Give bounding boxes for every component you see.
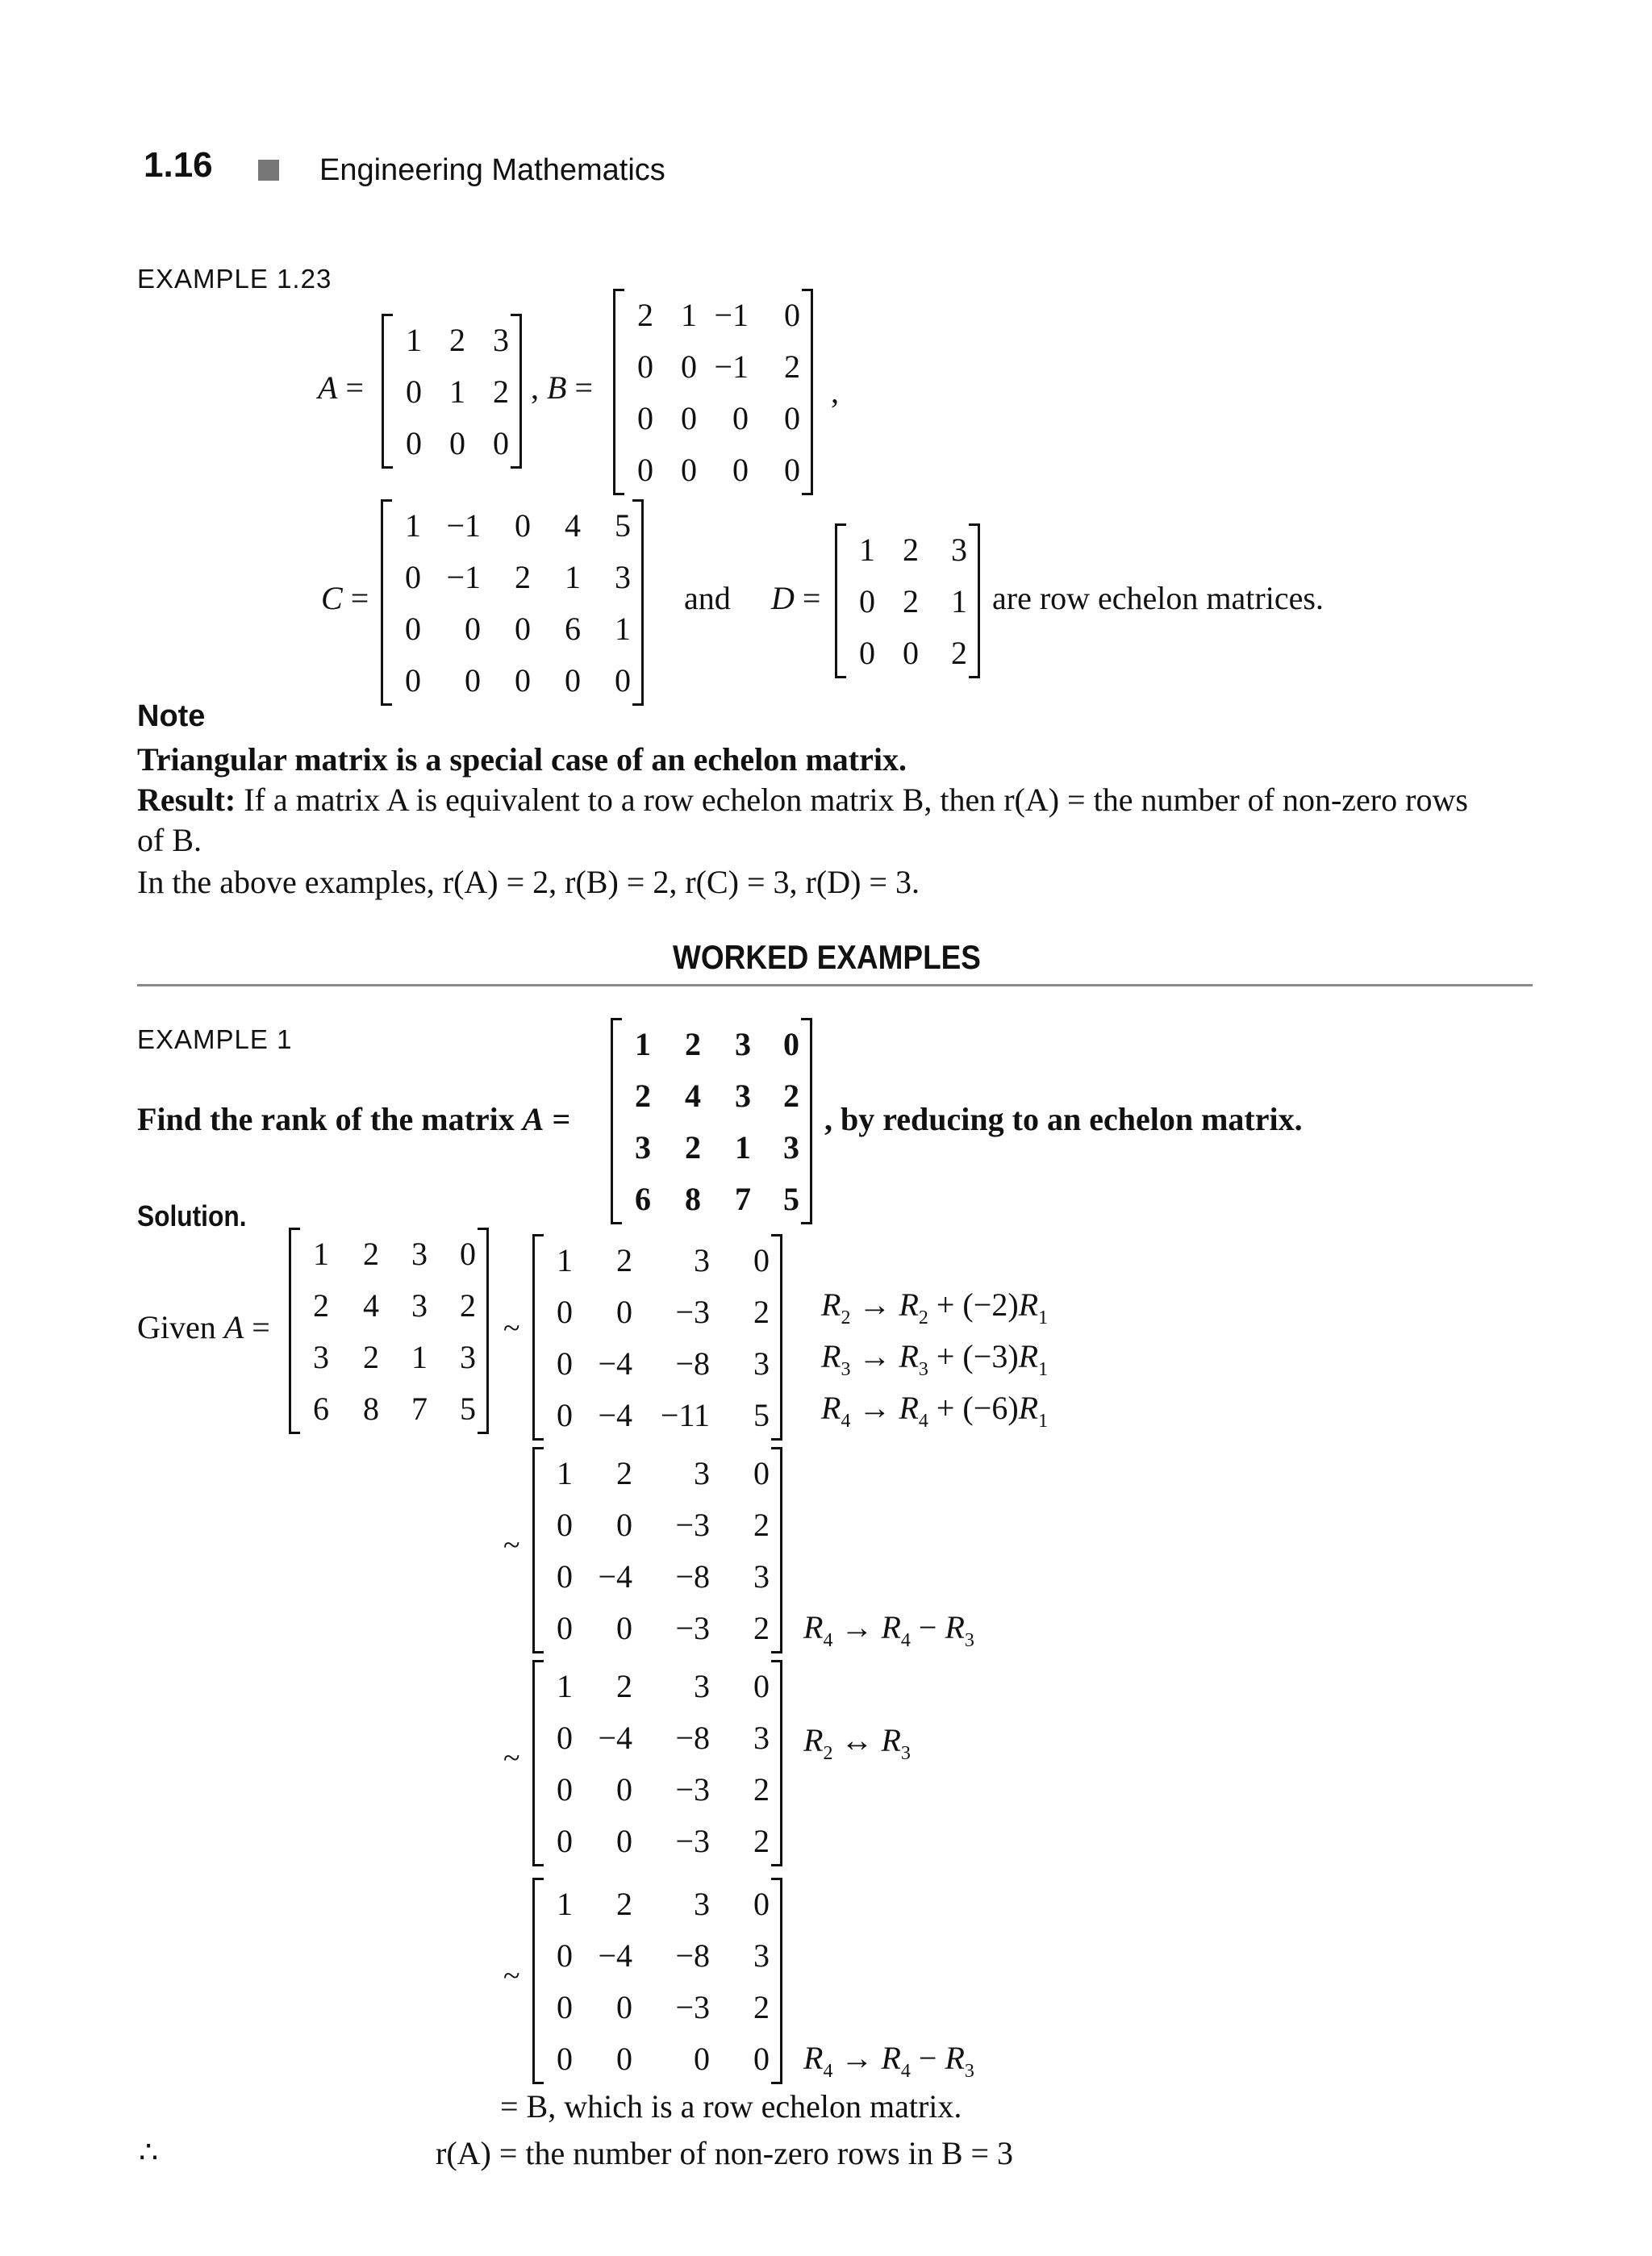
matrix-cell: 0 xyxy=(681,399,697,436)
matrix-row xyxy=(545,1712,770,1763)
matrix-row xyxy=(848,575,967,627)
matrix-row xyxy=(545,1878,770,1929)
step2-row-operation xyxy=(803,1602,974,1653)
matrix-cell: 2 xyxy=(313,1286,329,1324)
matrix-cell: 6 xyxy=(565,610,581,647)
matrix-cell: 1 xyxy=(615,610,631,647)
matrix-cell: 1 xyxy=(411,1338,428,1375)
examples-ranks-line: In the above examples, r(A) = 2, r(B) = 2, r(C) = 3, r(D) = 3. xyxy=(137,864,920,900)
matrix-cell: 8 xyxy=(363,1390,379,1427)
matrix-cell: 1 xyxy=(557,1454,573,1491)
row-operation: $R_2$ ↔ $R_3$ xyxy=(803,1722,911,1764)
matrix-cell: 2 xyxy=(449,321,465,358)
matrix-row xyxy=(545,1447,770,1499)
matrix-cell: 4 xyxy=(565,507,581,544)
step3-row-operation xyxy=(803,1715,911,1766)
matrix-cell: 2 xyxy=(753,1988,770,2025)
result-text-continued: of B. xyxy=(137,822,202,858)
question-suffix: , by reducing to an echelon matrix. xyxy=(824,1101,1303,1137)
matrix-row xyxy=(394,365,509,417)
matrix-cell: 0 xyxy=(753,1454,770,1491)
given-matrix xyxy=(289,1228,489,1434)
matrix-cell: 0 xyxy=(616,2040,632,2077)
and-word: and xyxy=(684,580,731,616)
matrix-cell: −1 xyxy=(714,348,749,385)
matrix-cell: −4 xyxy=(598,1937,632,1974)
equivalence-tilde: ~ xyxy=(503,1959,520,1993)
matrix-cell: 0 xyxy=(557,1937,573,1974)
matrix-cell: 2 xyxy=(951,634,967,671)
matrix-cell: 0 xyxy=(859,582,875,619)
step2-matrix xyxy=(532,1447,782,1653)
matrix-cell: 0 xyxy=(405,610,421,647)
matrix-cell: 0 xyxy=(615,661,631,698)
matrix-cell: 2 xyxy=(753,1822,770,1859)
matrix-cell: 0 xyxy=(557,1988,573,2025)
matrix-row xyxy=(394,499,631,551)
matrix-cell: 0 xyxy=(406,424,422,461)
matrix-b-label: , B = xyxy=(531,369,593,406)
matrix-cell: −1 xyxy=(714,296,749,333)
matrix-cell: 6 xyxy=(635,1180,651,1217)
matrix-cell: 3 xyxy=(753,1345,770,1382)
matrix-cell: 0 xyxy=(557,1558,573,1595)
matrix-cell: 0 xyxy=(753,1667,770,1704)
matrix-cell: 1 xyxy=(735,1128,751,1166)
matrix-cell: 3 xyxy=(753,1937,770,1974)
matrix-row xyxy=(848,523,967,575)
equivalence-tilde: ~ xyxy=(503,1741,520,1775)
worked-examples-heading: WORKED EXAMPLES xyxy=(673,938,981,976)
matrix-cell: 6 xyxy=(313,1390,329,1427)
matrix-cell: 0 xyxy=(565,661,581,698)
matrix-cell: 2 xyxy=(783,1077,799,1114)
matrix-row xyxy=(302,1382,476,1434)
matrix-row xyxy=(302,1279,476,1331)
matrix-cell: 1 xyxy=(557,1885,573,1922)
matrix-cell: 0 xyxy=(784,296,800,333)
matrix-cell: −4 xyxy=(598,1345,632,1382)
matrix-cell: 0 xyxy=(557,1719,573,1756)
matrix-cell: 0 xyxy=(681,451,697,488)
matrix-a xyxy=(382,314,522,469)
matrix-row xyxy=(545,1660,770,1712)
matrix-cell: 3 xyxy=(783,1128,799,1166)
matrix-cell: 0 xyxy=(616,1506,632,1543)
matrix-row xyxy=(545,1815,770,1866)
step4-row-operation xyxy=(803,2033,974,2084)
matrix-cell: 1 xyxy=(565,558,581,595)
matrix-cell: 2 xyxy=(637,296,653,333)
note-heading: Note xyxy=(137,699,206,733)
matrix-cell: 1 xyxy=(681,296,697,333)
matrix-cell: 3 xyxy=(694,1667,710,1704)
matrix-cell: 0 xyxy=(557,1609,573,1646)
matrix-cell: 2 xyxy=(616,1454,632,1491)
matrix-cell: 0 xyxy=(557,1345,573,1382)
matrix-cell: 8 xyxy=(685,1180,701,1217)
matrix-cell: 0 xyxy=(406,373,422,410)
matrix-cell: 3 xyxy=(735,1025,751,1062)
step3-matrix xyxy=(532,1660,782,1866)
matrix-row xyxy=(394,417,509,469)
matrix-cell: 3 xyxy=(735,1077,751,1114)
matrix-cell: −1 xyxy=(446,507,481,544)
matrix-cell: 1 xyxy=(951,582,967,619)
matrix-cell: 3 xyxy=(460,1338,476,1375)
matrix-cell: 0 xyxy=(616,1988,632,2025)
matrix-cell: 1 xyxy=(449,373,465,410)
matrix-row xyxy=(545,1550,770,1602)
matrix-cell: 5 xyxy=(753,1396,770,1433)
header-square-icon xyxy=(258,160,279,181)
matrix-cell: −3 xyxy=(675,1822,710,1859)
matrix-row xyxy=(302,1228,476,1279)
matrix-cell: 2 xyxy=(753,1609,770,1646)
matrix-cell: −8 xyxy=(675,1558,710,1595)
matrix-cell: 1 xyxy=(557,1667,573,1704)
matrix-cell: 1 xyxy=(406,321,422,358)
matrix-cell: 7 xyxy=(735,1180,751,1217)
matrix-b xyxy=(613,289,813,495)
matrix-cell: 0 xyxy=(784,451,800,488)
section-divider xyxy=(137,984,1533,986)
matrix-cell: 2 xyxy=(685,1128,701,1166)
row-operation: $R_3 \to R_3 + (-3)R_1$ xyxy=(821,1338,1049,1380)
matrix-cell: −3 xyxy=(675,1609,710,1646)
matrix-cell: 0 xyxy=(732,399,749,436)
matrix-cell: 0 xyxy=(557,1293,573,1330)
page-number: 1.16 xyxy=(144,145,213,185)
matrix-cell: 2 xyxy=(635,1077,651,1114)
matrix-row xyxy=(545,2033,770,2084)
matrix-cell: 1 xyxy=(635,1025,651,1062)
matrix-cell: 0 xyxy=(903,634,919,671)
matrix-cell: 3 xyxy=(635,1128,651,1166)
matrix-cell: 0 xyxy=(732,451,749,488)
matrix-cell: 0 xyxy=(637,399,653,436)
matrix-cell: 3 xyxy=(411,1286,428,1324)
note-statement: Triangular matrix is a special case of an echelon matrix. xyxy=(137,741,907,778)
matrix-cell: 0 xyxy=(557,1822,573,1859)
matrix-cell: 0 xyxy=(753,1241,770,1278)
matrix-cell: 0 xyxy=(616,1822,632,1859)
book-title: Engineering Mathematics xyxy=(319,153,665,187)
matrix-cell: 2 xyxy=(685,1025,701,1062)
matrix-cell: 2 xyxy=(363,1235,379,1272)
matrix-cell: 4 xyxy=(363,1286,379,1324)
matrix-cell: 0 xyxy=(616,1609,632,1646)
matrix-cell: 2 xyxy=(903,531,919,568)
matrix-cell: 2 xyxy=(753,1770,770,1808)
matrix-d xyxy=(835,523,980,678)
matrix-row xyxy=(626,444,800,495)
matrix-row xyxy=(394,654,631,706)
matrix-cell: 2 xyxy=(753,1293,770,1330)
matrix-row xyxy=(545,1602,770,1653)
worked-example-label: EXAMPLE 1 xyxy=(137,1024,293,1054)
matrix-cell: −4 xyxy=(598,1719,632,1756)
comma: , xyxy=(831,373,839,410)
matrix-cell: 0 xyxy=(616,1293,632,1330)
matrix-cell: 0 xyxy=(637,451,653,488)
matrix-cell: 1 xyxy=(313,1235,329,1272)
echelon-tail-text: are row echelon matrices. xyxy=(992,580,1324,616)
matrix-cell: 0 xyxy=(515,661,531,698)
matrix-cell: −3 xyxy=(675,1293,710,1330)
matrix-cell: 5 xyxy=(783,1180,799,1217)
matrix-row xyxy=(545,1981,770,2033)
matrix-cell: 2 xyxy=(616,1667,632,1704)
matrix-cell: 3 xyxy=(694,1885,710,1922)
matrix-cell: 3 xyxy=(694,1241,710,1278)
matrix-cell: 0 xyxy=(557,1396,573,1433)
matrix-cell: 0 xyxy=(405,661,421,698)
row-operation: $R_2 \to R_2 + (-2)R_1$ xyxy=(821,1286,1049,1328)
matrix-row xyxy=(302,1331,476,1382)
matrix-cell: 3 xyxy=(694,1454,710,1491)
row-operation: $R_4 \to R_4 - R_3$ xyxy=(803,2040,974,2082)
matrix-cell: −3 xyxy=(675,1506,710,1543)
matrix-cell: −11 xyxy=(660,1396,710,1433)
matrix-row xyxy=(394,551,631,603)
matrix-cell: 0 xyxy=(784,399,800,436)
matrix-c-label: C = xyxy=(321,580,369,616)
matrix-cell: 0 xyxy=(449,424,465,461)
matrix-cell: 0 xyxy=(557,1770,573,1808)
matrix-cell: 5 xyxy=(615,507,631,544)
matrix-cell: −3 xyxy=(675,1770,710,1808)
row-operation: $R_4 \to R_4 - R_3$ xyxy=(803,1609,974,1651)
solution-label: Solution. xyxy=(137,1199,247,1232)
rank-conclusion: r(A) = the number of non-zero rows in B = 3 xyxy=(436,2135,1014,2171)
matrix-cell: −1 xyxy=(446,558,481,595)
matrix-cell: 0 xyxy=(637,348,653,385)
question-text: Find the rank of the matrix A = xyxy=(137,1101,571,1137)
given-label: Given A = xyxy=(137,1309,270,1345)
matrix-cell: −8 xyxy=(675,1719,710,1756)
matrix-row xyxy=(545,1286,770,1337)
matrix-d-label: D = xyxy=(771,580,821,616)
matrix-row xyxy=(848,627,967,678)
matrix-cell: 3 xyxy=(951,531,967,568)
matrix-cell: 5 xyxy=(460,1390,476,1427)
matrix-cell: 0 xyxy=(694,2040,710,2077)
matrix-cell: 0 xyxy=(465,661,481,698)
matrix-cell: 0 xyxy=(753,1885,770,1922)
matrix-row xyxy=(545,1337,770,1389)
matrix-cell: −8 xyxy=(675,1937,710,1974)
matrix-cell: −4 xyxy=(598,1396,632,1433)
matrix-cell: 2 xyxy=(493,373,509,410)
matrix-cell: 0 xyxy=(515,507,531,544)
matrix-row xyxy=(394,314,509,365)
matrix-cell: −3 xyxy=(675,1988,710,2025)
result-line xyxy=(137,781,1468,819)
matrix-cell: 0 xyxy=(515,610,531,647)
step1-row-operations xyxy=(821,1279,1048,1434)
example-label: EXAMPLE 1.23 xyxy=(137,264,332,294)
matrix-cell: 0 xyxy=(405,558,421,595)
matrix-cell: 2 xyxy=(460,1286,476,1324)
matrix-cell: −4 xyxy=(598,1558,632,1595)
matrix-cell: 2 xyxy=(753,1506,770,1543)
matrix-c xyxy=(381,499,644,706)
matrix-cell: 3 xyxy=(615,558,631,595)
matrix-row xyxy=(626,392,800,444)
matrix-cell: 0 xyxy=(557,2040,573,2077)
matrix-row xyxy=(545,1499,770,1550)
matrix-cell: 0 xyxy=(557,1506,573,1543)
matrix-row xyxy=(624,1173,799,1224)
matrix-cell: 3 xyxy=(313,1338,329,1375)
matrix-cell: 7 xyxy=(411,1390,428,1427)
matrix-cell: 2 xyxy=(903,582,919,619)
matrix-row xyxy=(626,289,800,340)
matrix-row xyxy=(624,1070,799,1121)
matrix-cell: 0 xyxy=(783,1025,799,1062)
matrix-row xyxy=(626,340,800,392)
final-statement: = B, which is a row echelon matrix. xyxy=(500,2088,962,2125)
step4-matrix xyxy=(532,1878,782,2084)
matrix-cell: 3 xyxy=(753,1558,770,1595)
matrix-row xyxy=(624,1018,799,1070)
matrix-cell: 0 xyxy=(681,348,697,385)
matrix-cell: 3 xyxy=(411,1235,428,1272)
matrix-cell: 1 xyxy=(557,1241,573,1278)
matrix-cell: 2 xyxy=(616,1885,632,1922)
matrix-cell: 1 xyxy=(405,507,421,544)
matrix-cell: 1 xyxy=(859,531,875,568)
matrix-a-label: A = xyxy=(318,369,364,406)
matrix-cell: 0 xyxy=(753,2040,770,2077)
matrix-row xyxy=(545,1389,770,1441)
matrix-cell: 3 xyxy=(753,1719,770,1756)
row-operation: $R_4 \to R_4 + (-6)R_1$ xyxy=(821,1390,1049,1432)
result-text: If a matrix A is equivalent to a row echelon matrix B, then r(A) = the number of non-zero rows xyxy=(244,782,1468,818)
matrix-cell: 0 xyxy=(859,634,875,671)
matrix-row xyxy=(624,1121,799,1173)
matrix-row xyxy=(545,1234,770,1286)
matrix-cell: 2 xyxy=(616,1241,632,1278)
result-label: Result: xyxy=(137,782,236,818)
matrix-row xyxy=(545,1929,770,1981)
matrix-cell: 2 xyxy=(363,1338,379,1375)
matrix-cell: 0 xyxy=(616,1770,632,1808)
matrix-cell: 0 xyxy=(460,1235,476,1272)
matrix-cell: −8 xyxy=(675,1345,710,1382)
question-matrix xyxy=(611,1018,812,1224)
matrix-cell: 2 xyxy=(515,558,531,595)
matrix-row xyxy=(394,603,631,654)
matrix-cell: 0 xyxy=(465,610,481,647)
therefore-symbol: ∴ xyxy=(139,2136,159,2170)
matrix-cell: 2 xyxy=(784,348,800,385)
equivalence-tilde: ~ xyxy=(503,1528,520,1562)
matrix-row xyxy=(545,1763,770,1815)
equivalence-tilde: ~ xyxy=(503,1311,520,1345)
matrix-cell: 4 xyxy=(685,1077,701,1114)
step1-matrix xyxy=(532,1234,782,1441)
matrix-cell: 3 xyxy=(493,321,509,358)
matrix-cell: 0 xyxy=(493,424,509,461)
